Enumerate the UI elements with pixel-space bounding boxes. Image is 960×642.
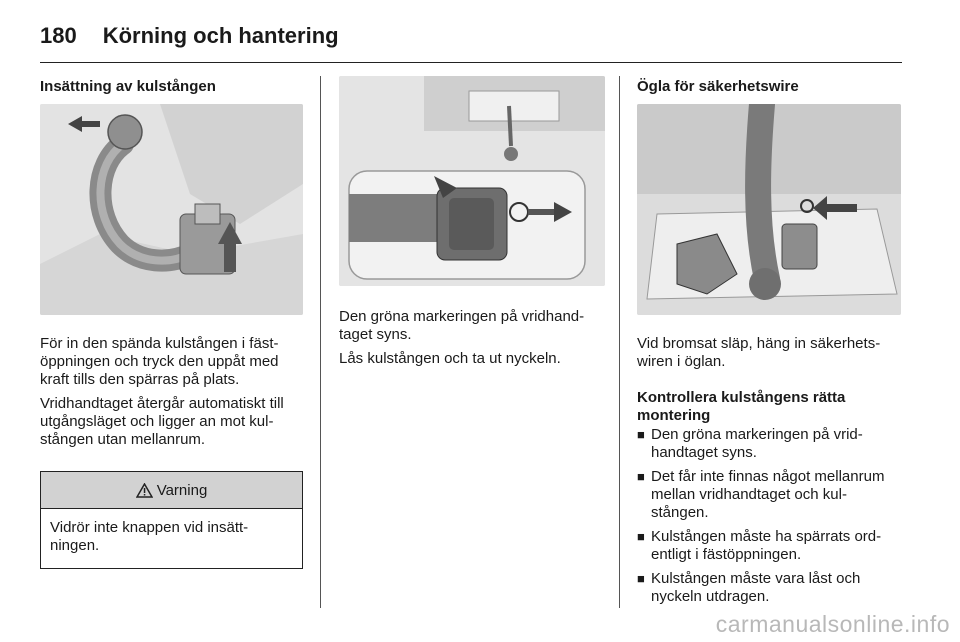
warning-text: Vidrör inte knappen vid insätt- ningen. <box>50 519 249 554</box>
paragraph-green-marking: Den gröna markeringen på vridhand- taget syns. <box>339 308 585 343</box>
list-item: ■ Det får inte finnas något mellanrum mellan vridhandtaget och kul- stången. <box>637 468 885 521</box>
warning-box <box>40 471 303 569</box>
towbar-insertion-illustration <box>40 104 303 315</box>
check-list <box>637 426 901 606</box>
bullet-square-icon: ■ <box>637 469 645 484</box>
column-divider-2 <box>619 76 620 608</box>
section-heading-insertion: Insättning av kulstången <box>40 78 216 95</box>
page-header <box>40 14 339 58</box>
figure-towbar-insertion <box>40 104 303 315</box>
header-rule <box>40 62 902 63</box>
towbar-lock-illustration <box>339 76 605 286</box>
list-item: ■ Den gröna markeringen på vrid- handtaget syns. <box>637 426 863 461</box>
bullet-square-icon: ■ <box>637 529 645 544</box>
safety-loop-illustration <box>637 104 901 315</box>
paragraph-handle-return: Vridhandtaget återgår automatiskt till utgångsläget och ligger an mot kul- stången utan mellanrum. <box>40 395 284 448</box>
warning-header <box>41 472 302 509</box>
figure-towbar-lock <box>339 76 605 286</box>
column-3 <box>637 78 901 606</box>
bullet-square-icon: ■ <box>637 571 645 586</box>
column-divider-1 <box>320 76 321 608</box>
column-1 <box>40 78 303 569</box>
paragraph-hook-wire: Vid bromsat släp, häng in säkerhets- wiren i öglan. <box>637 335 881 370</box>
figure-safety-wire-loop <box>637 104 901 315</box>
warning-title: Varning <box>156 481 208 499</box>
column-2 <box>339 76 605 368</box>
paragraph-lock-key: Lås kulstången och ta ut nyckeln. <box>339 350 561 367</box>
list-item: ■ Kulstången måste vara låst och nyckeln utdragen. <box>637 570 861 605</box>
bullet-square-icon: ■ <box>637 427 645 442</box>
section-heading-safety-loop: Ögla för säkerhetswire <box>637 78 799 95</box>
page-title: Körning och hantering <box>102 23 339 48</box>
paragraph-insert-instruction: För in den spända kulstången i fäst- öppningen och tryck den uppåt med kraft tills den spärras på plats. <box>40 335 279 388</box>
list-item: ■ Kulstången måste ha spärrats ord- entligt i fästöppningen. <box>637 528 882 563</box>
page-number: 180 <box>40 23 77 48</box>
warning-triangle-icon <box>136 483 153 498</box>
section-heading-check-mounting: Kontrollera kulstångens rätta montering <box>637 389 846 424</box>
watermark: carmanualsonline.info <box>715 611 950 637</box>
